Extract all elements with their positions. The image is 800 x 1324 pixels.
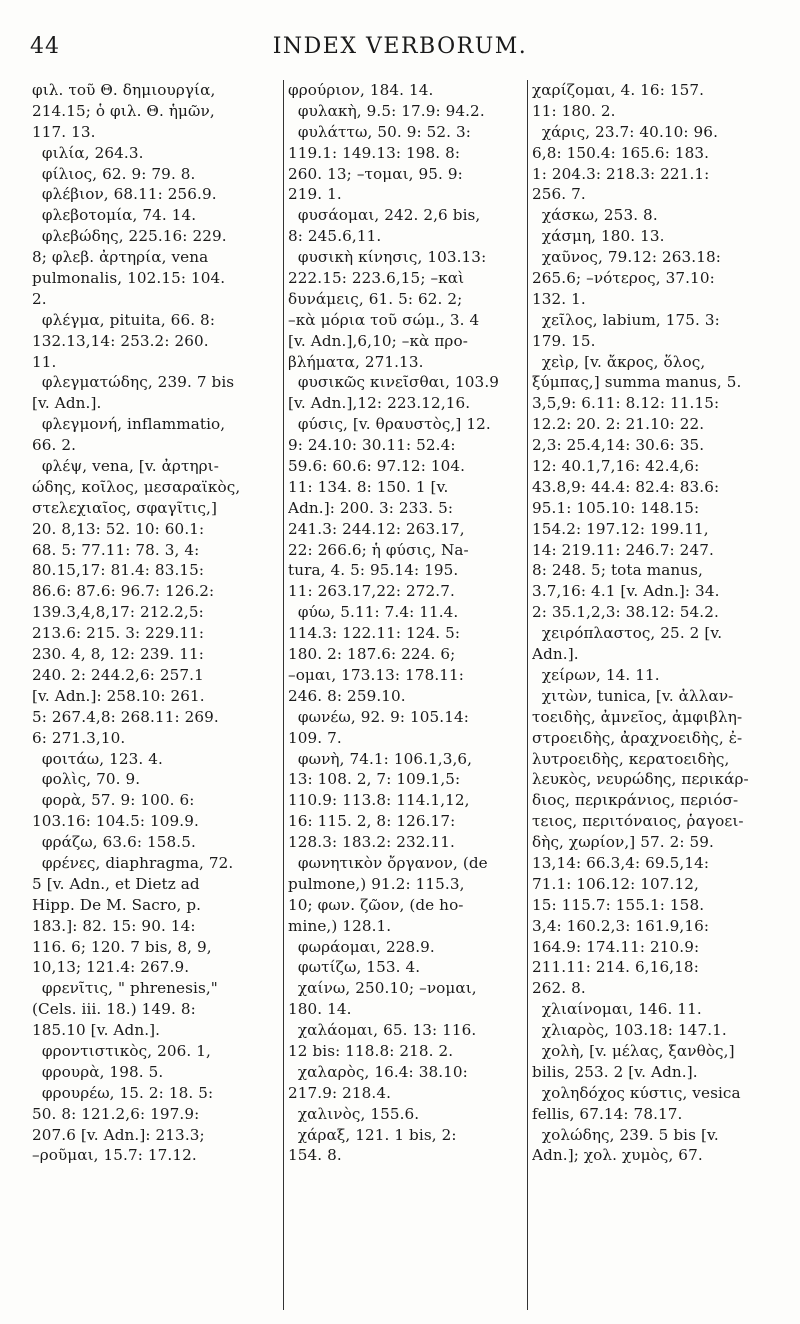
index-line: χολὴ, [v. μέλας, ξανθὸς,] <box>532 1041 735 1060</box>
index-line: 2,3: 25.4,14: 30.6: 35. <box>532 436 705 455</box>
index-line: φύω, 5.11: 7.4: 11.4. <box>288 603 459 622</box>
index-line: 14: 219.11: 246.7: 247. <box>532 540 714 559</box>
index-line: 179. 15. <box>532 331 596 350</box>
index-line: 119.1: 149.13: 198. 8: <box>288 143 461 162</box>
index-line: 116. 6; 120. 7 bis, 8, 9, <box>32 937 212 956</box>
index-line: 211.11: 214. 6,16,18: <box>532 958 699 977</box>
index-line: 12: 40.1,7,16: 42.4,6: <box>532 457 700 476</box>
index-line: 132.13,14: 253.2: 260. <box>32 331 209 350</box>
index-line: φράζω, 63.6: 158.5. <box>32 833 196 852</box>
index-line: 241.3: 244.12: 263.17, <box>288 519 465 538</box>
index-line: 117. 13. <box>32 122 96 141</box>
index-line: fellis, 67.14: 78.17. <box>532 1104 683 1123</box>
index-line: χαλαρὸς, 16.4: 38.10: <box>288 1062 468 1081</box>
index-line: 11: 263.17,22: 272.7. <box>288 582 455 601</box>
index-line: χαλινὸς, 155.6. <box>288 1104 420 1123</box>
index-line: 2. <box>32 289 47 308</box>
index-line: 13,14: 66.3,4: 69.5,14: <box>532 853 710 872</box>
index-line: φωνὴ, 74.1: 106.1,3,6, <box>288 749 473 768</box>
index-line: 11: 180. 2. <box>532 101 616 120</box>
index-line: φυλάττω, 50. 9: 52. 3: <box>288 122 471 141</box>
index-line: [v. Adn.]. <box>32 394 102 413</box>
index-line: φρουρὰ, 198. 5. <box>32 1062 164 1081</box>
index-line: 265.6; –νότερος, 37.10: <box>532 269 715 288</box>
index-line: φρουρέω, 15. 2: 18. 5: <box>32 1083 214 1102</box>
index-line: φιλία, 264.3. <box>32 143 144 162</box>
index-line: χαῦνος, 79.12: 263.18: <box>532 248 721 267</box>
index-line: 230. 4, 8, 12: 239. 11: <box>32 645 204 664</box>
index-line: χλιαρὸς, 103.18: 147.1. <box>532 1021 727 1040</box>
index-line: 154.2: 197.12: 199.11, <box>532 519 709 538</box>
index-line: 6,8: 150.4: 165.6: 183. <box>532 143 710 162</box>
index-line: 256. 7. <box>532 185 586 204</box>
index-line: 219. 1. <box>288 185 342 204</box>
index-line: 164.9: 174.11: 210.9: <box>532 937 700 956</box>
index-line: 262. 8. <box>532 979 586 998</box>
index-line: φιλ. τοῦ Θ. δημιουργία, <box>32 81 216 99</box>
index-line: χειρόπλαστος, 25. 2 [v. <box>532 624 723 643</box>
index-line: λευκὸς, νευρώδης, περικάρ- <box>532 770 749 789</box>
index-line: δὴς, χωρίον,] 57. 2: 59. <box>532 833 714 852</box>
index-column-3 <box>532 80 792 1166</box>
index-line: φλεβώδης, 225.16: 229. <box>32 227 227 246</box>
index-line: 109. 7. <box>288 728 342 747</box>
index-line: χαρίζομαι, 4. 16: 157. <box>532 81 705 99</box>
index-line: χαλάομαι, 65. 13: 116. <box>288 1021 477 1040</box>
index-line: 13: 108. 2, 7: 109.1,5: <box>288 770 461 789</box>
index-line: 66. 2. <box>32 436 77 455</box>
index-line: φυσικῶς κινεῖσθαι, 103.9 <box>288 373 500 392</box>
index-line: 103.16: 104.5: 109.9. <box>32 812 199 831</box>
index-line: χεῖλος, labium, 175. 3: <box>532 310 720 329</box>
index-line: 71.1: 106.12: 107.12, <box>532 874 699 893</box>
index-line: χάραξ, 121. 1 bis, 2: <box>288 1125 457 1144</box>
index-line: φίλιος, 62. 9: 79. 8. <box>32 164 196 183</box>
index-line: pulmonalis, 102.15: 104. <box>32 269 226 288</box>
index-line: 132. 1. <box>532 289 586 308</box>
index-line: χάσμη, 180. 13. <box>532 227 665 246</box>
index-line: 185.10 [v. Adn.]. <box>32 1021 161 1040</box>
index-line: φοιτάω, 123. 4. <box>32 749 163 768</box>
column-divider <box>283 80 284 1310</box>
index-line: 86.6: 87.6: 96.7: 126.2: <box>32 582 215 601</box>
index-line: δυνάμεις, 61. 5: 62. 2; <box>288 289 463 308</box>
index-line: φροντιστικὸς, 206. 1, <box>32 1041 211 1060</box>
index-line: χάρις, 23.7: 40.10: 96. <box>532 122 718 141</box>
index-line: φυσάομαι, 242. 2,6 bis, <box>288 206 481 225</box>
index-line: –ομαι, 173.13: 178.11: <box>288 665 465 684</box>
index-line: χαίνω, 250.10; –νομαι, <box>288 979 477 998</box>
index-line: 95.1: 105.10: 148.15: <box>532 498 700 517</box>
index-line: 10; φων. ζῶον, (de ho- <box>288 895 464 914</box>
index-line: Adn.]; χολ. χυμὸς, 67. <box>532 1146 703 1165</box>
index-line: [v. Adn.]: 258.10: 261. <box>32 686 205 705</box>
index-line: [v. Adn.],12: 223.12,16. <box>288 394 471 413</box>
index-line: φύσις, [v. θραυστὸς,] 12. <box>288 415 491 434</box>
index-line: φρενῖτις, " phrenesis," <box>32 979 218 998</box>
index-line: φλέψ, vena, [v. ἀρτηρι- <box>32 457 219 476</box>
index-line: 43.8,9: 44.4: 82.4: 83.6: <box>532 477 720 496</box>
index-line: 16: 115. 2, 8: 126.17: <box>288 812 456 831</box>
index-line: χάσκω, 253. 8. <box>532 206 658 225</box>
index-line: 3,5,9: 6.11: 8.12: 11.15: <box>532 394 720 413</box>
index-line: 10,13; 121.4: 267.9. <box>32 958 190 977</box>
index-line: ώδης, κοῖλος, μεσαραϊκὸς, <box>32 477 241 496</box>
index-line: χοληδόχος κύστις, vesica <box>532 1083 741 1102</box>
index-line: χείρων, 14. 11. <box>532 665 660 684</box>
index-line: χεὶρ, [v. ἄκρος, ὅλος, <box>532 352 706 371</box>
index-line: 114.3: 122.11: 124. 5: <box>288 624 461 643</box>
index-line: 260. 13; –τομαι, 95. 9: <box>288 164 463 183</box>
index-line: 20. 8,13: 52. 10: 60.1: <box>32 519 205 538</box>
index-line: 80.15,17: 81.4: 83.15: <box>32 561 205 580</box>
page-number: 44 <box>30 34 60 59</box>
index-line: 12.2: 20. 2: 21.10: 22. <box>532 415 705 434</box>
index-line: Hipp. De M. Sacro, p. <box>32 895 202 914</box>
index-line: 15: 115.7: 155.1: 158. <box>532 895 705 914</box>
index-line: στελεχιαῖος, σφαγῖτις,] <box>32 498 218 517</box>
index-line: 183.]: 82. 15: 90. 14: <box>32 916 196 935</box>
index-line: Adn.]: 200. 3: 233. 5: <box>288 498 454 517</box>
index-line: (Cels. iii. 18.) 149. 8: <box>32 1000 196 1019</box>
index-line: φλεβοτομία, 74. 14. <box>32 206 197 225</box>
index-line: 22: 266.6; ἡ φύσις, Na- <box>288 540 469 559</box>
index-line: mine,) 128.1. <box>288 916 392 935</box>
index-line: φωράομαι, 228.9. <box>288 937 435 956</box>
index-line: φυλακὴ, 9.5: 17.9: 94.2. <box>288 101 485 120</box>
index-line: 5: 267.4,8: 268.11: 269. <box>32 707 219 726</box>
index-line: φυσικὴ κίνησις, 103.13: <box>288 248 487 267</box>
index-line: 110.9: 113.8: 114.1,12, <box>288 791 470 810</box>
index-line: 240. 2: 244.2,6: 257.1 <box>32 665 204 684</box>
index-line: 50. 8: 121.2,6: 197.9: <box>32 1104 200 1123</box>
index-line: τοειδὴς, ἀμνεῖος, ἀμφιβλη- <box>532 707 743 726</box>
column-divider <box>527 80 528 1310</box>
index-line: –κὰ μόρια τοῦ σώμ., 3. 4 <box>288 310 480 329</box>
index-line: Adn.]. <box>532 645 579 664</box>
index-line: φωτίζω, 153. 4. <box>288 958 421 977</box>
index-line: βλήματα, 271.13. <box>288 352 424 371</box>
index-line: 9: 24.10: 30.11: 52.4: <box>288 436 456 455</box>
index-line: 68. 5: 77.11: 78. 3, 4: <box>32 540 200 559</box>
index-line: 8: 245.6,11. <box>288 227 382 246</box>
index-line: 180. 14. <box>288 1000 352 1019</box>
index-line: φρούριον, 184. 14. <box>288 81 434 99</box>
index-line: 8: 248. 5; tota manus, <box>532 561 703 580</box>
index-column-1 <box>32 80 280 1166</box>
index-line: 180. 2: 187.6: 224. 6; <box>288 645 456 664</box>
index-column-2 <box>288 80 524 1166</box>
index-line: στροειδὴς, ἀραχνοειδὴς, ἐ- <box>532 728 743 747</box>
index-line: χολώδης, 239. 5 bis [v. <box>532 1125 719 1144</box>
index-line: 154. 8. <box>288 1146 342 1165</box>
index-line: διος, περικράνιος, περιόσ- <box>532 791 739 810</box>
index-line: 139.3,4,8,17: 212.2,5: <box>32 603 204 622</box>
index-line: 59.6: 60.6: 97.12: 104. <box>288 457 466 476</box>
index-line: φλεγμονή, inflammatio, <box>32 415 226 434</box>
index-line: 3.7,16: 4.1 [v. Adn.]: 34. <box>532 582 720 601</box>
index-line: φρένες, diaphragma, 72. <box>32 853 234 872</box>
running-title: INDEX VERBORUM. <box>272 34 528 59</box>
index-line: 11: 134. 8: 150. 1 [v. <box>288 477 449 496</box>
index-line: 3,4: 160.2,3: 161.9,16: <box>532 916 710 935</box>
index-line: φολὶς, 70. 9. <box>32 770 141 789</box>
index-line: –ροῦμαι, 15.7: 17.12. <box>32 1146 197 1165</box>
index-line: 246. 8: 259.10. <box>288 686 406 705</box>
index-line: λυτροειδὴς, κερατοειδὴς, <box>532 749 730 768</box>
index-line: 11. <box>32 352 57 371</box>
index-line: 6: 271.3,10. <box>32 728 126 747</box>
index-line: 207.6 [v. Adn.]: 213.3; <box>32 1125 205 1144</box>
index-line: φωνητικὸν ὄργανον, (de <box>288 853 488 872</box>
index-line: φωνέω, 92. 9: 105.14: <box>288 707 469 726</box>
index-line: 213.6: 215. 3: 229.11: <box>32 624 205 643</box>
index-line: pulmone,) 91.2: 115.3, <box>288 874 465 893</box>
index-line: τειος, περιτόναιος, ῥαγοει- <box>532 812 744 831</box>
index-line: [v. Adn.],6,10; –κὰ προ- <box>288 331 468 350</box>
index-line: φλεγματώδης, 239. 7 bis <box>32 373 235 392</box>
index-line: 217.9: 218.4. <box>288 1083 392 1102</box>
index-line: 12 bis: 118.8: 218. 2. <box>288 1041 454 1060</box>
index-line: 214.15; ὁ φιλ. Θ. ἡμῶν, <box>32 101 215 120</box>
index-line: 2: 35.1,2,3: 38.12: 54.2. <box>532 603 719 622</box>
index-line: ξύμπας,] summa manus, 5. <box>532 373 742 392</box>
index-line: 8; φλεβ. ἀρτηρία, vena <box>32 248 209 267</box>
index-line: bilis, 253. 2 [v. Adn.]. <box>532 1062 698 1081</box>
index-line: φλέγμα, pituita, 66. 8: <box>32 310 216 329</box>
index-line: 5 [v. Adn., et Dietz ad <box>32 874 200 893</box>
index-line: 128.3: 183.2: 232.11. <box>288 833 455 852</box>
index-line: tura, 4. 5: 95.14: 195. <box>288 561 459 580</box>
index-line: φλέβιον, 68.11: 256.9. <box>32 185 217 204</box>
index-line: φορὰ, 57. 9: 100. 6: <box>32 791 195 810</box>
index-line: 1: 204.3: 218.3: 221.1: <box>532 164 710 183</box>
index-line: χιτὼν, tunica, [v. ἀλλαν- <box>532 686 734 705</box>
index-line: 222.15: 223.6,15; –καὶ <box>288 269 465 288</box>
index-line: χλιαίνομαι, 146. 11. <box>532 1000 702 1019</box>
